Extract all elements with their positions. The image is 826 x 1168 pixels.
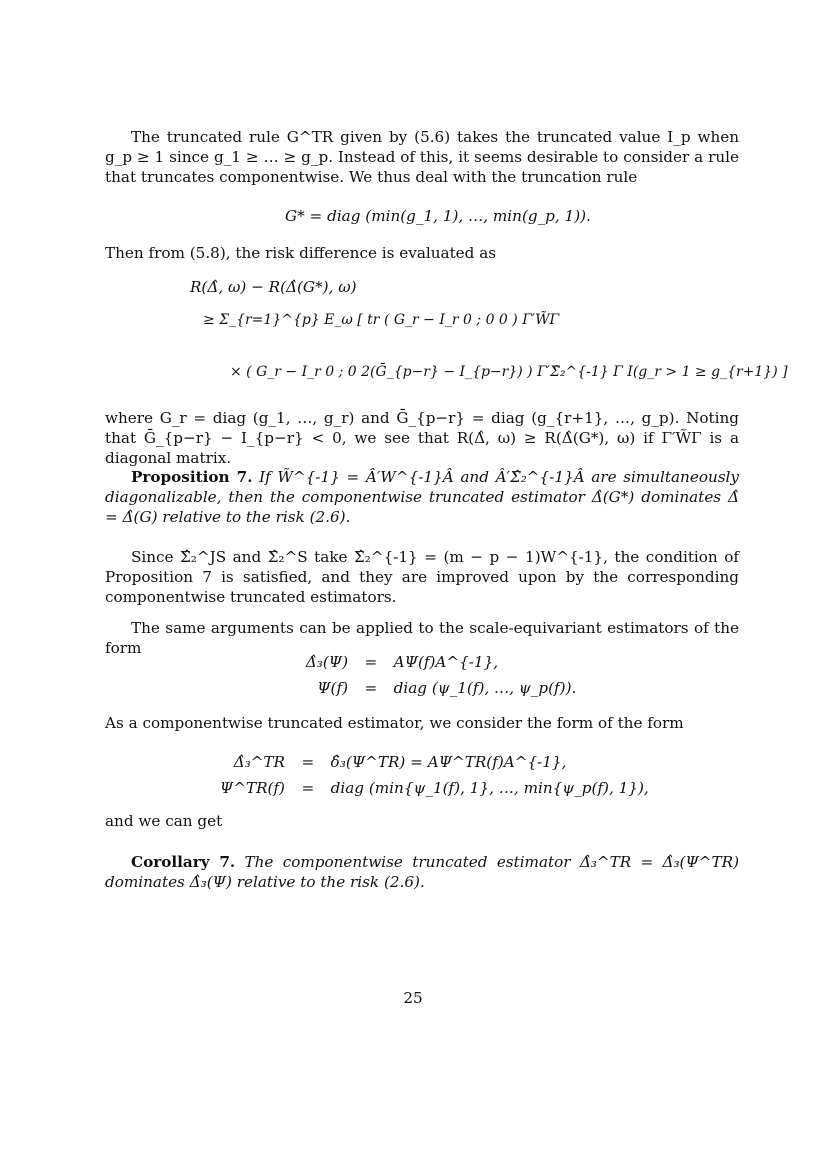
- corollary-text: The componentwise truncated estimator Δ̂₃^TR = Δ̂₃(Ψ^TR) dominates Δ̂₃(Ψ) relative to the risk (2.6).: [105, 853, 740, 891]
- paragraph-text: Then from (5.8), the risk difference is evaluated as: [105, 244, 497, 262]
- equation-lhs: Ψ^TR(f): [219, 779, 285, 797]
- equation-psi-tr: [215, 778, 649, 798]
- equation-psi: [270, 678, 576, 698]
- equation-lhs: Δ̂₃(Ψ): [305, 653, 348, 671]
- paragraph-text: where G_r = diag (g_1, …, g_r) and Ḡ_{p−r} = diag (g_{r+1}, …, g_p). Noting that Ḡ_{p−r} − I_{p−r} < 0, we see that R(Δ̂, ω) ≥ R(Δ̂(G*), ω) if Γ′W̃Γ is a diagonal matrix.: [105, 409, 739, 467]
- paragraph-text: The truncated rule G^TR given by (5.6) takes the truncated value I_p when g_p ≥ 1 since g_1 ≥ … ≥ g_p. Instead of this, it seems desirable to consider a rule that truncates componentwise. We thus deal with the truncation rule: [105, 128, 739, 186]
- paragraph-text: As a componentwise truncated estimator, we consider the form of the form: [105, 714, 684, 732]
- equation-risk-line2: ≥ Σ_{r=1}^{p} E_ω [ tr ( G_r − I_r 0 ; 0 0 ) Γ′W̃Γ: [203, 312, 560, 328]
- proposition-text: If W̃^{-1} = Â′W^{-1}Â and Â′Σ̂₂^{-1}Â are simultaneously diagonalizable, then the componentwise truncated estimator Δ̂(G*) dominates Δ̂ = Δ̂(G) relative to the risk (2.6).: [105, 468, 739, 526]
- equation-rhs: diag (min{ψ_1(f), 1}, …, min{ψ_p(f), 1}),: [330, 779, 649, 797]
- equation-delta3: [270, 652, 498, 672]
- paragraph-text: Since Σ̂₂^JS and Σ̂₂^S take Σ̂₂^{-1} = (m − p − 1)W^{-1}, the condition of Proposition 7 is satisfied, and they are improved upon by the corresponding componentwise truncated estimators.: [105, 548, 739, 606]
- paragraph-risk-difference: [105, 243, 739, 263]
- paragraph-componentwise: [105, 713, 739, 733]
- equation-rhs: AΨ(f)A^{-1},: [393, 653, 499, 671]
- paragraph-where: [105, 408, 739, 468]
- equation-relation: =: [301, 779, 315, 797]
- proposition-label: Proposition 7.: [131, 468, 253, 486]
- paragraph-and-we-can-get: [105, 811, 739, 831]
- equation-relation: =: [301, 753, 315, 771]
- equation-delta3-tr: [215, 752, 566, 772]
- equation-relation: =: [364, 679, 378, 697]
- equation-gstar: G* = diag (min(g_1, 1), …, min(g_p, 1)).: [285, 207, 591, 225]
- equation-risk-line3: × ( G_r − I_r 0 ; 0 2(Ḡ_{p−r} − I_{p−r}) ) Γ′Σ̂₂^{-1} Γ I(g_r > 1 ≥ g_{r+1}) ]: [230, 364, 788, 380]
- paragraph-text: and we can get: [105, 812, 223, 830]
- paragraph-text: The same arguments can be applied to the scale-equivariant estimators of the form: [105, 619, 739, 657]
- equation-risk-line1: R(Δ̂, ω) − R(Δ̂(G*), ω): [190, 278, 357, 296]
- proposition-7: [105, 467, 739, 527]
- page-number: 25: [403, 989, 423, 1007]
- equation-rhs: δ̂₃(Ψ^TR) = AΨ^TR(f)A^{-1},: [330, 753, 567, 771]
- paragraph-truncated-rule: [105, 127, 739, 187]
- corollary-7: [105, 852, 739, 892]
- corollary-label: Corollary 7.: [131, 853, 236, 871]
- equation-lhs: Ψ(f): [317, 679, 348, 697]
- equation-relation: =: [364, 653, 378, 671]
- paragraph-since: [105, 547, 739, 607]
- equation-lhs: Δ̂₃^TR: [233, 753, 285, 771]
- equation-rhs: diag (ψ_1(f), …, ψ_p(f)).: [393, 679, 577, 697]
